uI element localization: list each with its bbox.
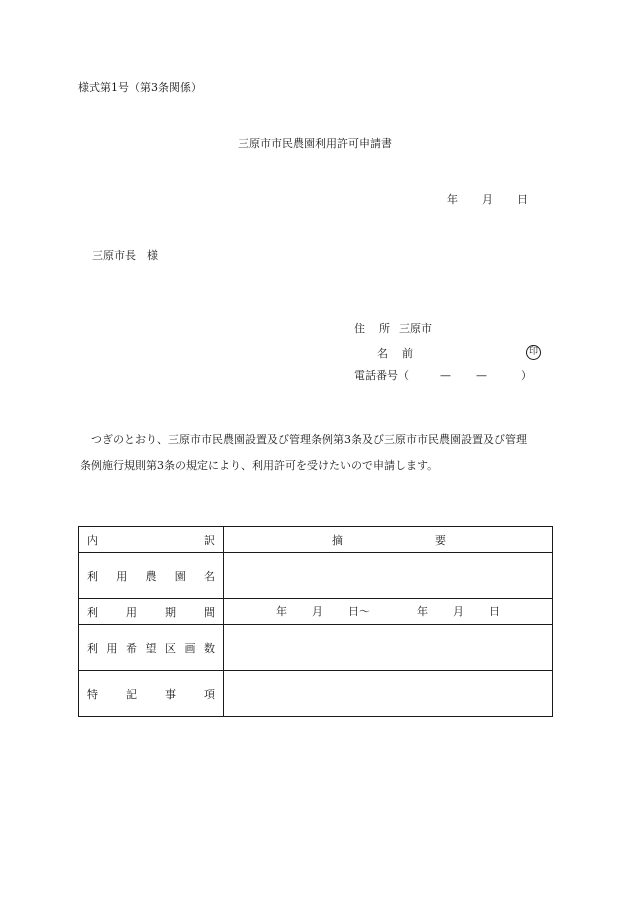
header-breakdown [79,527,224,553]
period-end-month: 月 [453,605,464,618]
label-char: 期 [165,605,176,619]
address-label [354,322,390,336]
table-header-row [79,527,553,553]
address-value: 三原市 [399,322,432,335]
row-label-plot-count [79,625,224,671]
address-label-char: 住 [354,322,365,335]
row-label-farm-name [79,553,224,599]
table-row [79,625,553,671]
period-end-day: 日 [489,605,500,618]
header-summary [224,527,553,553]
statement-line: 条例施行規則第3条の規定により、利用許可を受けたいので申請します。 [80,459,439,472]
table-row [79,599,553,625]
application-statement [80,427,556,479]
label-char: 事 [165,687,176,701]
label-char: 記 [126,687,137,701]
plot-count-field[interactable] [224,625,553,671]
header-char: 要 [435,533,446,547]
label-char: 名 [204,569,215,583]
label-char: 用 [116,569,128,583]
phone-separator: — [476,369,487,382]
label-char: 区 [165,641,176,655]
label-char: 数 [204,641,215,655]
farm-name-field[interactable] [224,553,553,599]
label-char: 特 [87,687,98,701]
document-title: 三原市市民農園利用許可申請書 [238,137,392,150]
header-char: 内 [87,533,98,547]
label-char: 項 [204,687,215,701]
name-label [377,347,413,361]
name-label-char: 前 [402,347,413,360]
label-char: 用 [126,605,137,619]
application-table [78,526,553,717]
date-month-label: 月 [482,193,493,206]
label-char: 農 [145,569,157,583]
header-char: 摘 [332,533,343,547]
table-row [79,671,553,717]
remarks-field[interactable] [224,671,553,717]
period-start-month: 月 [312,605,323,618]
date-day-label: 日 [517,193,528,206]
label-char: 希 [126,641,137,655]
statement-line: つぎのとおり、三原市市民農園設置及び管理条例第3条及び三原市市民農園設置及び管理 [91,433,527,446]
label-char: 望 [145,641,157,655]
row-label-remarks [79,671,224,717]
period-start-day: 日〜 [348,605,370,618]
name-label-char: 名 [377,347,388,360]
seal-icon: 印 [526,345,541,360]
label-char: 園 [174,569,186,583]
form-number: 様式第1号（第3条関係） [78,81,202,94]
table-row [79,553,553,599]
phone-label: 電話番号（ [354,369,409,382]
label-char: 利 [87,569,98,583]
label-char: 利 [87,641,98,655]
period-start-year: 年 [276,605,287,618]
usage-period-field[interactable] [224,599,553,625]
label-char: 利 [87,605,98,619]
address-label-char: 所 [379,322,390,335]
label-char: 画 [184,641,196,655]
period-end-year: 年 [417,605,428,618]
phone-close-paren: ） [521,369,532,382]
phone-separator: — [440,369,451,382]
row-label-usage-period [79,599,224,625]
label-char: 間 [204,605,215,619]
addressee: 三原市長 様 [92,249,158,262]
header-char: 訳 [204,533,215,547]
date-year-label: 年 [447,193,458,206]
label-char: 用 [106,641,118,655]
